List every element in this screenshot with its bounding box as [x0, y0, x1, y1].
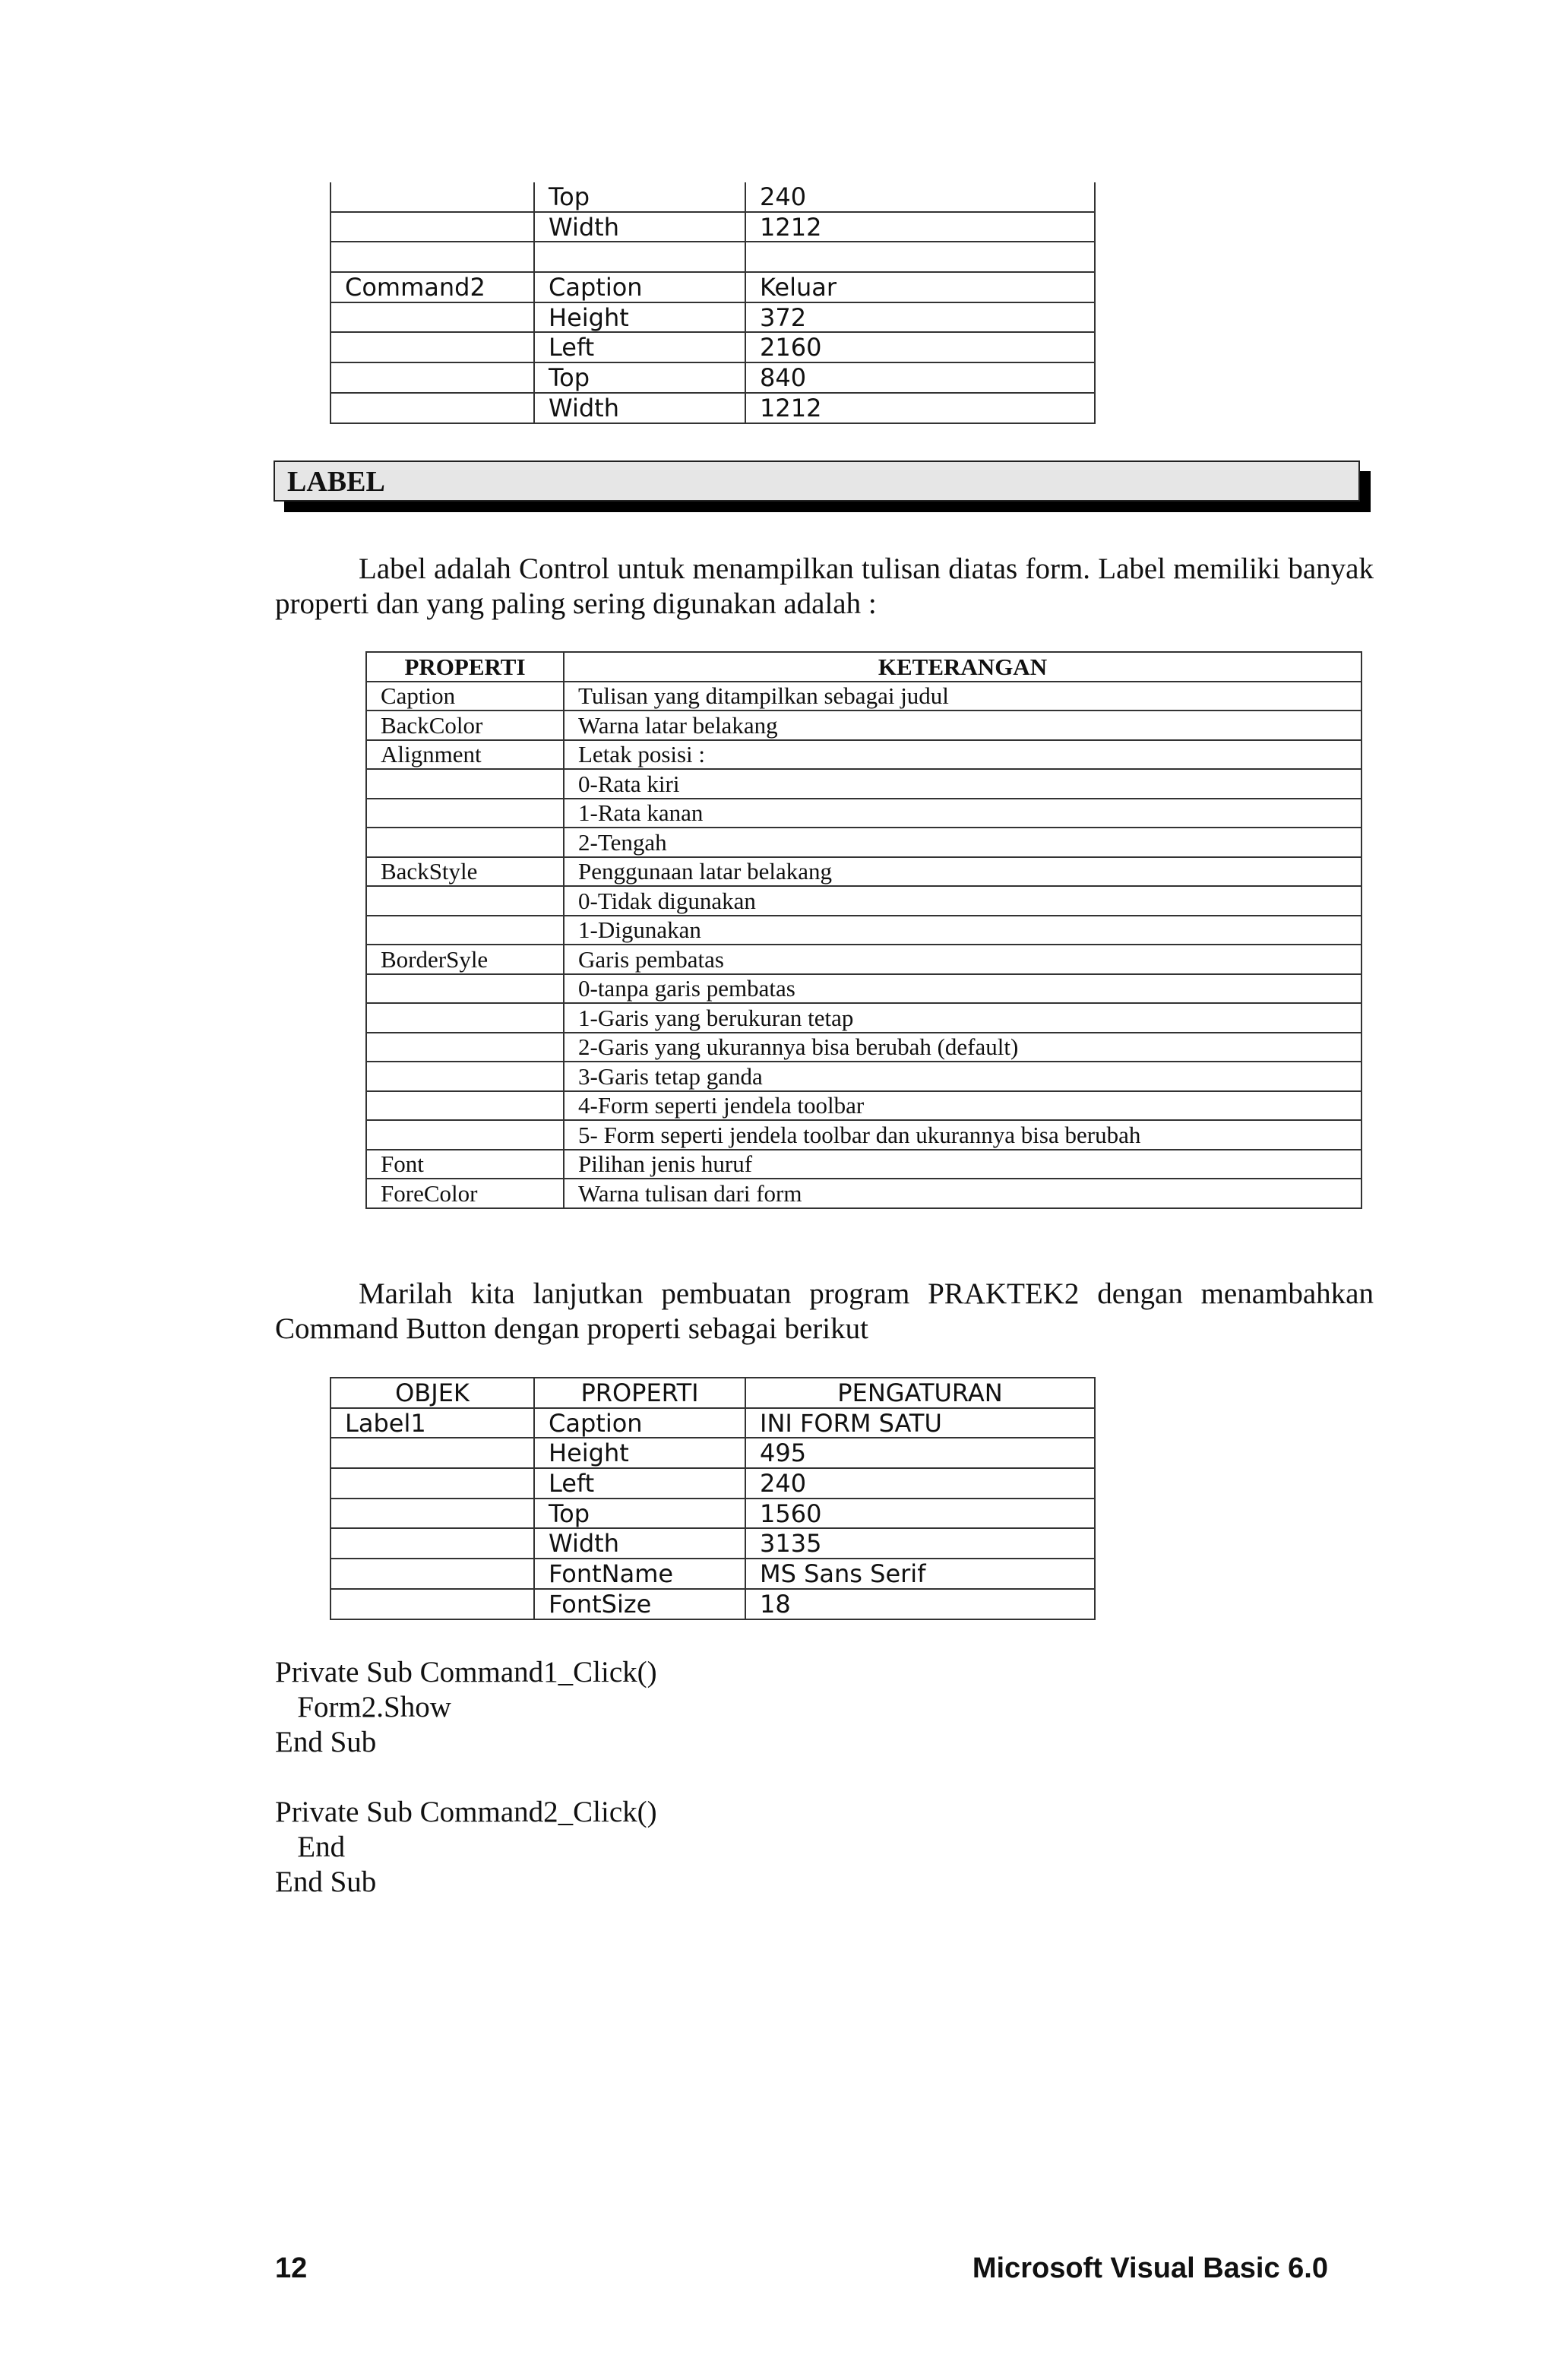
- section-header: LABEL: [274, 460, 1360, 502]
- table-cell: Warna tulisan dari form: [564, 1179, 1362, 1208]
- table-cell: Keluar: [745, 272, 1095, 302]
- table-row: [366, 1062, 1362, 1091]
- table-cell: [330, 1589, 534, 1619]
- table-cell: 495: [745, 1438, 1095, 1468]
- table-cell: Warna latar belakang: [564, 711, 1362, 740]
- table-cell: Garis pembatas: [564, 945, 1362, 974]
- table-row: [366, 1033, 1362, 1062]
- table-cell: [366, 916, 564, 945]
- book-title: Microsoft Visual Basic 6.0: [972, 2252, 1328, 2284]
- table-cell: Pilihan jenis huruf: [564, 1150, 1362, 1179]
- table-cell: [366, 828, 564, 857]
- column-header-properti: PROPERTI: [534, 1378, 745, 1408]
- table-cell: [330, 393, 534, 423]
- object-settings-table: [330, 1377, 1096, 1620]
- table-cell: [330, 242, 534, 272]
- table-cell: BackStyle: [366, 857, 564, 887]
- table-cell: Font: [366, 1150, 564, 1179]
- table-cell: Command2: [330, 272, 534, 302]
- table-cell: 18: [745, 1589, 1095, 1619]
- table-cell: Height: [534, 1438, 745, 1468]
- table-cell: BackColor: [366, 711, 564, 740]
- table-cell: Tulisan yang ditampilkan sebagai judul: [564, 682, 1362, 711]
- table-row: [366, 916, 1362, 945]
- table-cell: INI FORM SATU: [745, 1408, 1095, 1438]
- code-line: Private Sub Command2_Click(): [275, 1796, 657, 1828]
- code-line: Form2.Show: [275, 1691, 451, 1723]
- table-cell: Left: [534, 1468, 745, 1499]
- table-row: [330, 1559, 1095, 1589]
- table-cell: [366, 1091, 564, 1121]
- column-header-properti: PROPERTI: [366, 652, 564, 682]
- table-cell: 240: [745, 182, 1095, 212]
- intro-paragraph: Label adalah Control untuk menampilkan tulisan diatas form. Label memiliki banyak properti dan yang paling sering digunakan adalah :: [275, 552, 1374, 620]
- table-cell: Caption: [534, 272, 745, 302]
- table-row: [330, 302, 1095, 333]
- table-cell: BorderSyle: [366, 945, 564, 974]
- table-cell: [745, 242, 1095, 272]
- table-cell: [330, 1528, 534, 1559]
- table-cell: Width: [534, 393, 745, 423]
- table-row: [366, 974, 1362, 1004]
- table-cell: Top: [534, 1499, 745, 1529]
- table-cell: 240: [745, 1468, 1095, 1499]
- column-header-pengaturan: PENGATURAN: [745, 1378, 1095, 1408]
- label-property-table: [365, 651, 1362, 1209]
- column-header-objek: OBJEK: [330, 1378, 534, 1408]
- table-cell: 0-tanpa garis pembatas: [564, 974, 1362, 1004]
- table-cell: 5- Form seperti jendela toolbar dan ukurannya bisa berubah: [564, 1120, 1362, 1150]
- table-row: [366, 1091, 1362, 1121]
- table-row: [366, 740, 1362, 770]
- table-cell: [366, 974, 564, 1004]
- table-row: [330, 212, 1095, 242]
- table-cell: [330, 182, 534, 212]
- table-cell: [330, 1499, 534, 1529]
- table-cell: [330, 362, 534, 393]
- table-cell: 0-Tidak digunakan: [564, 886, 1362, 916]
- table-cell: 0-Rata kiri: [564, 769, 1362, 799]
- code-line: End: [275, 1831, 346, 1863]
- settings-table-continued: [330, 182, 1096, 424]
- table-row: [366, 799, 1362, 828]
- table-cell: Height: [534, 302, 745, 333]
- table-cell: Width: [534, 212, 745, 242]
- table-cell: 3135: [745, 1528, 1095, 1559]
- table-row: [330, 1528, 1095, 1559]
- code-line: End Sub: [275, 1866, 377, 1898]
- table-cell: Top: [534, 182, 745, 212]
- column-header-keterangan: KETERANGAN: [564, 652, 1362, 682]
- table-cell: Left: [534, 332, 745, 362]
- table-cell: Alignment: [366, 740, 564, 770]
- table-cell: 4-Form seperti jendela toolbar: [564, 1091, 1362, 1121]
- table-row: [330, 1468, 1095, 1499]
- table-cell: Caption: [534, 1408, 745, 1438]
- table-row: [366, 945, 1362, 974]
- table-row: [330, 362, 1095, 393]
- table-cell: [330, 302, 534, 333]
- second-paragraph: Marilah kita lanjutkan pembuatan program PRAKTEK2 dengan menambahkan Command Button dengan properti sebagai berikut: [275, 1277, 1374, 1345]
- table-cell: MS Sans Serif: [745, 1559, 1095, 1589]
- table-row: [366, 711, 1362, 740]
- code-line: End Sub: [275, 1726, 377, 1758]
- table-row: [366, 1150, 1362, 1179]
- table-cell: 1-Rata kanan: [564, 799, 1362, 828]
- table-row: [366, 886, 1362, 916]
- table-cell: Caption: [366, 682, 564, 711]
- table-row: [330, 1438, 1095, 1468]
- table-cell: [366, 769, 564, 799]
- code-line: Private Sub Command1_Click(): [275, 1656, 657, 1688]
- table-cell: [330, 1438, 534, 1468]
- table-cell: [366, 799, 564, 828]
- table-cell: Penggunaan latar belakang: [564, 857, 1362, 887]
- table-cell: [366, 1062, 564, 1091]
- table-row: [330, 1408, 1095, 1438]
- table-row: [330, 332, 1095, 362]
- table-cell: 2-Tengah: [564, 828, 1362, 857]
- table-cell: [366, 1033, 564, 1062]
- table-row: [330, 1589, 1095, 1619]
- table-cell: 1560: [745, 1499, 1095, 1529]
- table-cell: [330, 1559, 534, 1589]
- table-row: [366, 1003, 1362, 1033]
- table-cell: 840: [745, 362, 1095, 393]
- table-row: [366, 828, 1362, 857]
- table-row: [366, 1120, 1362, 1150]
- table-row: [330, 272, 1095, 302]
- table-row: [330, 182, 1095, 212]
- table-cell: FontSize: [534, 1589, 745, 1619]
- table-row: [330, 1499, 1095, 1529]
- table-cell: [366, 1003, 564, 1033]
- code-block-command2: [275, 1795, 657, 1900]
- table-cell: ForeColor: [366, 1179, 564, 1208]
- table-cell: 1-Garis yang berukuran tetap: [564, 1003, 1362, 1033]
- table-cell: Top: [534, 362, 745, 393]
- table-row: [366, 682, 1362, 711]
- table-cell: 3-Garis tetap ganda: [564, 1062, 1362, 1091]
- table-cell: Letak posisi :: [564, 740, 1362, 770]
- table-row: [366, 1179, 1362, 1208]
- table-cell: [366, 1120, 564, 1150]
- page-number: 12: [275, 2252, 308, 2284]
- code-block-command1: [275, 1655, 657, 1760]
- table-cell: 372: [745, 302, 1095, 333]
- table-cell: [330, 332, 534, 362]
- table-row: [366, 769, 1362, 799]
- table-cell: [534, 242, 745, 272]
- table-cell: Width: [534, 1528, 745, 1559]
- table-cell: Label1: [330, 1408, 534, 1438]
- table-cell: 1212: [745, 212, 1095, 242]
- table-cell: [330, 212, 534, 242]
- table-row: [330, 393, 1095, 423]
- table-row: [330, 242, 1095, 272]
- table-cell: [366, 886, 564, 916]
- table-row: [366, 857, 1362, 887]
- table-cell: 2160: [745, 332, 1095, 362]
- table-cell: [330, 1468, 534, 1499]
- table-cell: 2-Garis yang ukurannya bisa berubah (default): [564, 1033, 1362, 1062]
- table-cell: FontName: [534, 1559, 745, 1589]
- table-cell: 1-Digunakan: [564, 916, 1362, 945]
- table-cell: 1212: [745, 393, 1095, 423]
